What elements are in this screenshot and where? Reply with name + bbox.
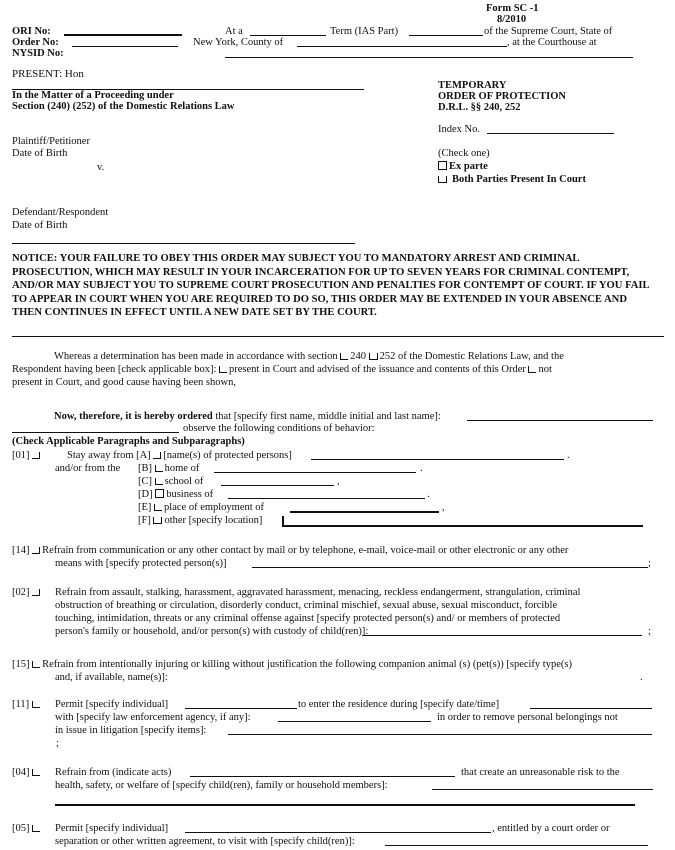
p01-code-text: [01] (12, 450, 30, 461)
p11-agency-field[interactable] (278, 721, 431, 722)
section-240-checkbox[interactable] (340, 353, 348, 360)
respondent-text: Respondent having been [check applicable box]: (12, 364, 217, 375)
p01-b-field[interactable] (214, 472, 416, 473)
p11-code-text: [11] (12, 699, 30, 710)
p11-items-field[interactable] (228, 734, 652, 735)
p01-e-code: [E] (138, 502, 152, 513)
p05-l1b: , entitled by a court order or (492, 823, 610, 834)
ordered-name-field-2[interactable] (12, 432, 179, 433)
courthouse-label: , at the Courthouse at (507, 37, 597, 48)
both-parties-checkbox[interactable] (438, 176, 447, 183)
order-field[interactable] (72, 46, 178, 47)
observe-text: observe the following conditions of behavior: (183, 423, 375, 434)
p02-line-4: person's family or household, and/or person(s) with custody of child(ren)]: (55, 626, 369, 637)
p14-line-1 (12, 545, 568, 557)
p05-l2a: separation or other written agreement, to visit with [specify child(ren)]: (55, 836, 355, 847)
option-both-parties[interactable] (438, 174, 586, 186)
p02-code-text: [02] (12, 587, 30, 598)
p11-l3a: in issue in litigation [specify items]: (55, 725, 207, 736)
p01-d-row (138, 489, 213, 501)
p11-checkbox[interactable] (32, 701, 40, 708)
form-date: 8/2010 (497, 14, 527, 25)
p11-individual-field[interactable] (185, 708, 297, 709)
p01-f-code: [F] (138, 515, 151, 526)
p01-c-field[interactable] (221, 485, 334, 486)
p01-d-field[interactable] (228, 498, 425, 499)
p01-b-checkbox[interactable] (155, 465, 163, 472)
p11-code (12, 699, 42, 711)
p01-d-code: [D] (138, 489, 153, 500)
notice-bottom-rule (12, 336, 664, 337)
p05-code-text: [05] (12, 823, 30, 834)
index-label: Index No. (438, 124, 480, 135)
title-order: ORDER OF PROTECTION (438, 91, 566, 102)
p01-e-field[interactable] (290, 511, 439, 513)
p11-l2b: in order to remove personal belongings not (437, 712, 618, 723)
p01-a-end: . (567, 450, 570, 461)
p14-end: ; (648, 558, 651, 569)
p01-f-row (138, 515, 262, 527)
p01-f-checkbox[interactable] (153, 517, 162, 524)
term-label: Term (IAS Part) (330, 26, 399, 37)
p01-e-label: place of employment of (164, 502, 265, 513)
section-252-label: 252 of the Domestic Relations Law, and the (379, 351, 564, 362)
p02-field[interactable] (362, 635, 642, 636)
p01-f-bracket (282, 516, 284, 526)
plaintiff-dob-label: Date of Birth (12, 148, 68, 159)
p01-a-field[interactable] (311, 459, 564, 460)
p11-l1b: to enter the residence during [specify date/time] (298, 699, 500, 710)
p04-code-text: [04] (12, 767, 30, 778)
p04-l1a: Refrain from (indicate acts) (55, 767, 172, 778)
p14-checkbox[interactable] (32, 547, 40, 554)
p15-text-1: Refrain from intentionally injuring or killing without justification the following companion animal (s) (pet(s)) [specify type(s) (42, 659, 572, 670)
p05-code (12, 823, 42, 835)
p01-a-checkbox[interactable] (153, 452, 161, 459)
matter-line-2: Section (240) (252) of the Domestic Relations Law (12, 101, 235, 112)
p04-code (12, 767, 42, 779)
p05-checkbox[interactable] (32, 825, 40, 832)
p05-children-field[interactable] (385, 845, 648, 846)
p02-checkbox[interactable] (32, 589, 40, 596)
index-field[interactable] (487, 133, 614, 134)
nysid-label: NYSID No: (12, 48, 64, 59)
p01-a-label: [name(s) of protected persons] (163, 450, 292, 461)
p01-d-end: . (427, 489, 430, 500)
p15-code: [15] (12, 659, 30, 670)
both-parties-label: Both Parties Present In Court (452, 174, 586, 185)
p01-e-end: , (442, 502, 445, 513)
p01-c-end: , (337, 476, 340, 487)
p01-e-checkbox[interactable] (154, 504, 162, 511)
ordered-line (54, 411, 441, 423)
p02-end: ; (648, 626, 651, 637)
at-a-field[interactable] (250, 35, 326, 36)
p02-code (12, 587, 42, 599)
ordered-rest: that [specify first name, middle initial and last name]: (215, 411, 441, 422)
caption-bottom-rule (12, 243, 355, 244)
p04-l1b: that create an unreasonable risk to the (461, 767, 620, 778)
title-temporary: TEMPORARY (438, 80, 507, 91)
p15-checkbox[interactable] (32, 661, 40, 668)
present-in-court-checkbox[interactable] (219, 366, 227, 373)
p04-members-field[interactable] (432, 789, 653, 790)
order-label: Order No: (12, 37, 59, 48)
not-present-label: not (538, 364, 552, 375)
present-in-court-label: present in Court and advised of the issuance and contents of this Order (229, 364, 526, 375)
plaintiff-label: Plaintiff/Petitioner (12, 136, 90, 147)
p01-b-row (138, 463, 199, 475)
ex-parte-label: Ex parte (449, 161, 488, 172)
whereas-line-1 (54, 351, 564, 363)
p01-c-label: school of (164, 476, 204, 487)
p04-acts-field[interactable] (190, 776, 455, 777)
ordered-bold: Now, therefore, it is hereby ordered (54, 411, 213, 422)
ori-label: ORI No: (12, 26, 51, 37)
whereas-line-3: present in Court, and good cause having been shown, (12, 377, 236, 388)
p15-line-1 (12, 659, 572, 671)
p01-andor: and/or from the (55, 463, 121, 474)
p05-l1a: Permit [specify individual] (55, 823, 169, 834)
supreme-court-label: of the Supreme Court, State of (484, 26, 613, 37)
p02-line-1: Refrain from assault, stalking, harassment, aggravated harassment, menacing, reckless endangerment, strangulation, criminal (55, 587, 581, 598)
p02-line-3: touching, intimidation, threats or any criminal offense against [specify protected person(s) and/ or members of protected (55, 613, 561, 624)
whereas-line-2 (12, 364, 552, 376)
versus-label: v. (97, 162, 105, 173)
p01-f-field[interactable] (282, 525, 643, 527)
section-252-checkbox[interactable] (369, 353, 378, 360)
whereas-text: Whereas a determination has been made in accordance with section (54, 351, 338, 362)
ex-parte-checkbox[interactable] (438, 161, 447, 170)
courthouse-field[interactable] (225, 57, 633, 58)
p01-checkbox[interactable] (32, 452, 40, 459)
defendant-label: Defendant/Respondent (12, 207, 109, 218)
p01-code (12, 450, 42, 462)
p11-l1a: Permit [specify individual] (55, 699, 169, 710)
ori-field[interactable] (64, 34, 182, 36)
p15-end: . (640, 672, 643, 683)
matter-line-1: In the Matter of a Proceeding under (12, 90, 174, 101)
p14-code: [14] (12, 545, 30, 556)
ordered-name-field[interactable] (467, 420, 653, 421)
p11-l4: ; (56, 738, 59, 749)
defendant-dob-label: Date of Birth (12, 220, 68, 231)
p14-field[interactable] (252, 567, 648, 568)
form-number: Form SC -1 (486, 3, 539, 14)
notice-warning: NOTICE: YOUR FAILURE TO OBEY THIS ORDER MAY SUBJECT YOU TO MANDATORY ARREST AND CRIMINAL PROSECUTION, WHICH MAY RESULT IN YOUR INCARCERATION FOR UP TO SEVEN YEARS FOR CRIMINAL CONTEMPT, AND/OR MAY SUBJECT YOU TO SUPREME COURT PROSECUTION AND PENALTIES FOR CONTEMPT OF COURT. IF YOU FAIL TO APPEAR IN COURT WHEN YOU ARE REQUIRED TO DO SO, THIS ORDER MAY BE EXTENDED IN YOUR ABSENCE AND THEN CONTINUES IN EFFECT UNTIL A NEW DATE SET BY THE COURT. (12, 253, 650, 318)
title-statute: D.R.L. §§ 240, 252 (438, 102, 521, 113)
p01-text: Stay away from [A] (67, 450, 151, 461)
p04-l2a: health, safety, or welfare of [specify child(ren), family or household members]: (55, 780, 388, 791)
county-label: New York, County of (193, 37, 284, 48)
p11-datetime-field[interactable] (530, 708, 652, 709)
p01-line (67, 450, 292, 462)
not-present-checkbox[interactable] (528, 366, 536, 373)
p02-line-2: obstruction of breathing or circulation, disorderly conduct, criminal mischief, sexual abuse, sexual misconduct, forcible (55, 600, 558, 611)
p01-f-label: other [specify location] (164, 515, 263, 526)
p01-b-code: [B] (138, 463, 152, 474)
p01-d-label: business of (166, 489, 214, 500)
p04-members-field-2[interactable] (55, 804, 635, 806)
p01-b-end: . (420, 463, 423, 474)
county-field[interactable] (297, 46, 507, 47)
p01-d-checkbox[interactable] (155, 489, 164, 498)
p01-e-row (138, 502, 264, 514)
check-heading: (Check Applicable Paragraphs and Subparagraphs) (12, 436, 245, 447)
p04-checkbox[interactable] (32, 769, 40, 776)
section-240-label: 240 (350, 351, 367, 362)
p01-c-row (138, 476, 203, 488)
p14-line-2: means with [specify protected person(s)] (55, 558, 227, 569)
p11-l2a: with [specify law enforcement agency, if any]: (55, 712, 251, 723)
p01-b-label: home of (164, 463, 200, 474)
present-label: PRESENT: Hon (12, 68, 84, 80)
p05-individual-field[interactable] (185, 832, 491, 833)
term-field[interactable] (409, 35, 483, 36)
p01-c-checkbox[interactable] (155, 478, 163, 485)
p14-text-1: Refrain from communication or any other contact by mail or by telephone, e-mail, voice-mail or other electronic or any other (42, 545, 569, 556)
check-one-label: (Check one) (438, 148, 490, 159)
option-ex-parte[interactable] (438, 161, 488, 173)
p01-c-code: [C] (138, 476, 152, 487)
at-a-label: At a (225, 26, 243, 37)
p15-line-2: and, if available, name(s)]: (55, 672, 168, 683)
